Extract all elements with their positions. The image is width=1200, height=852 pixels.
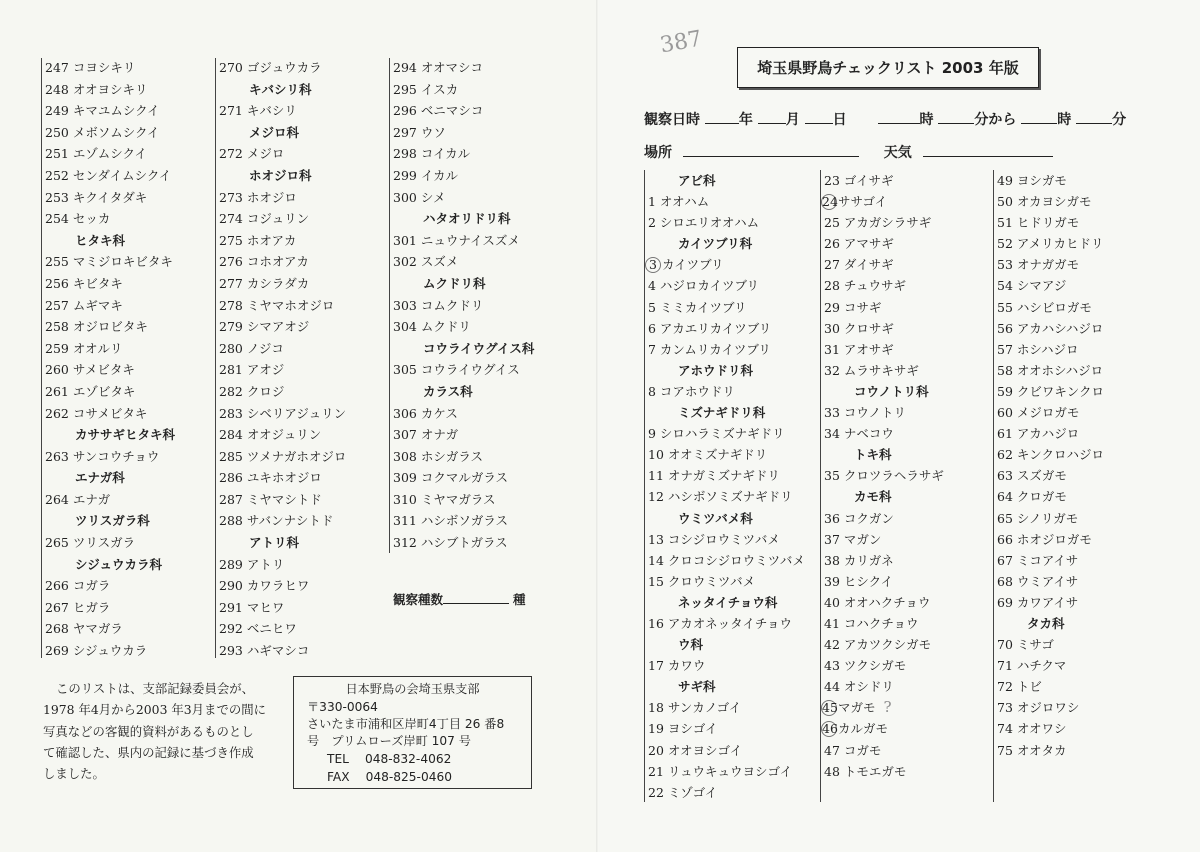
species-item: 266 コガラ	[45, 578, 111, 594]
column-divider	[993, 170, 994, 802]
species-item: 263 サンコウチョウ	[45, 448, 160, 464]
species-item: 289 アトリ	[219, 556, 285, 572]
species-item: 54 シマアジ	[997, 278, 1067, 294]
species-item: 312 ハシブトガラス	[393, 535, 508, 551]
pencil-question-mark: ?	[883, 698, 892, 717]
note-line: 1978 年4月から2003 年3月までの間に	[43, 702, 267, 718]
species-item: 292 ベニヒワ	[219, 621, 297, 637]
column-divider	[389, 58, 390, 553]
checklist-column-2	[824, 170, 992, 782]
species-item: 304 ムクドリ	[393, 319, 471, 335]
species-item: 67 ミコアイサ	[997, 552, 1079, 568]
species-item: 70 ミサゴ	[997, 637, 1054, 653]
species-item: 262 コサメビタキ	[45, 405, 148, 421]
family-heading: タカ科	[1027, 615, 1065, 631]
species-item: 27 ダイサギ	[824, 257, 894, 273]
month-label: 月	[785, 112, 800, 128]
species-column-1	[45, 57, 215, 662]
species-item: 284 オオジュリン	[219, 427, 322, 443]
species-item: 15 クロウミツバメ	[648, 573, 756, 589]
species-item: 277 カシラダカ	[219, 275, 310, 291]
family-heading: カモ科	[854, 489, 892, 505]
end-hour-field[interactable]	[1021, 109, 1057, 124]
species-item: 61 アカハジロ	[997, 426, 1080, 442]
species-item: 311 ハシボソガラス	[393, 513, 508, 529]
species-item: 69 カワアイサ	[997, 594, 1079, 610]
species-count-label: 観察種数	[393, 592, 444, 607]
species-item: 51 ヒドリガモ	[997, 215, 1080, 231]
species-item: 22 ミゾゴイ	[648, 784, 718, 800]
species-item: 5 ミミカイツブリ	[648, 299, 747, 315]
observation-label: 観察日時	[644, 112, 700, 128]
species-item: 48 トモエガモ	[824, 763, 907, 779]
species-item: 270 ゴジュウカラ	[219, 60, 322, 75]
family-heading: ヒタキ科	[75, 232, 126, 248]
species-item: 50 オカヨシガモ	[997, 194, 1092, 210]
species-item: 265 ツリスガラ	[45, 535, 136, 551]
weather-label: 天気	[883, 145, 912, 161]
species-item: 2 シロエリオオハム	[648, 215, 760, 231]
day-label: 日	[832, 112, 847, 128]
species-column-2	[219, 57, 389, 662]
family-heading: カラス科	[423, 383, 473, 399]
species-item: 17 カワウ	[648, 658, 706, 674]
species-item: 25 アカガシラサギ	[824, 215, 932, 231]
hour-field[interactable]	[878, 109, 920, 124]
species-item: 288 サバンナシトド	[219, 513, 334, 529]
species-item: 29 コサギ	[824, 299, 882, 315]
species-item: 16 アカオネッタイチョウ	[648, 615, 793, 631]
family-heading: ハタオリドリ科	[423, 211, 511, 227]
species-item: 66 ホオジロガモ	[997, 531, 1092, 547]
species-item: 37 マガン	[824, 531, 882, 547]
species-item: 295 イスカ	[393, 81, 459, 97]
species-item: 55 ハシビロガモ	[997, 299, 1092, 315]
organization-fax: FAX 048-825-0460	[327, 770, 452, 784]
species-item: 249 キマユムシクイ	[45, 103, 160, 119]
note-line: 写真などの客観的資料があるものとし	[43, 723, 254, 739]
family-heading: ミズナギドリ科	[678, 405, 766, 421]
species-count-unit: 種	[513, 592, 526, 607]
species-item: 21 リュウキュウヨシゴイ	[648, 763, 793, 779]
species-item: 298 コイカル	[393, 146, 471, 162]
family-heading: エナガ科	[75, 470, 125, 486]
observation-datetime	[644, 109, 1126, 129]
family-heading: カイツブリ科	[678, 236, 753, 252]
family-heading: アビ科	[678, 173, 716, 188]
species-item: 11 オナガミズナギドリ	[648, 468, 780, 484]
organization-postal: 〒330-0064	[307, 700, 378, 714]
end-minute-label: 分	[1112, 112, 1127, 128]
species-item: 278 ミヤマホオジロ	[219, 297, 335, 313]
species-item: 42 アカツクシガモ	[824, 637, 932, 653]
note-line: て確認した、県内の記録に基づき作成	[43, 744, 254, 760]
pencil-mark: 387	[658, 26, 704, 59]
species-item: 23 ゴイサギ	[824, 173, 894, 188]
checklist-column-1	[648, 170, 820, 803]
species-item: 39 ヒシクイ	[824, 573, 894, 589]
species-item: 34 ナベコウ	[824, 426, 894, 442]
species-item: 271 キバシリ	[219, 103, 297, 119]
checklist-title	[737, 47, 1039, 88]
family-heading: シジュウカラ科	[75, 556, 162, 572]
species-item: 261 エゾビタキ	[45, 383, 136, 399]
species-item: 285 ツメナガホオジロ	[219, 448, 347, 464]
species-item: 56 アカハシハジロ	[997, 320, 1104, 336]
species-count-field[interactable]	[443, 591, 509, 604]
species-item: 272 メジロ	[219, 146, 285, 162]
species-item: 19 ヨシゴイ	[648, 721, 718, 737]
species-item: 8 コアホウドリ	[648, 383, 735, 399]
species-item: 52 アメリカヒドリ	[997, 236, 1104, 252]
family-heading: ネッタイチョウ科	[678, 594, 778, 610]
checklist-column-3	[997, 170, 1167, 761]
species-item: 268 ヤマガラ	[45, 621, 123, 637]
year-label: 年	[738, 112, 753, 128]
species-item: 264 エナガ	[45, 491, 111, 507]
species-item: 305 コウライウグイス	[393, 362, 520, 378]
family-heading: コウノトリ科	[854, 383, 929, 399]
family-heading: キバシリ科	[249, 81, 312, 97]
species-item-checked	[824, 718, 992, 739]
species-item: 276 コホオアカ	[219, 254, 309, 270]
compilation-note	[43, 678, 283, 784]
species-item: 10 オオミズナギドリ	[648, 447, 768, 463]
species-item: 269 シジュウカラ	[45, 643, 148, 659]
species-item: 251 エゾムシクイ	[45, 146, 147, 162]
day-field[interactable]	[805, 109, 833, 124]
family-heading: ウミツバメ科	[678, 510, 753, 526]
species-item: 294 オオマシコ	[393, 60, 483, 75]
organization-tel: TEL 048-832-4062	[327, 752, 452, 766]
species-name: カイツブリ	[662, 257, 724, 273]
species-item: 57 ホシハジロ	[997, 341, 1079, 357]
species-item: 283 シベリアジュリン	[219, 405, 347, 421]
species-item: 273 ホオジロ	[219, 189, 297, 205]
check-circle[interactable]: 24	[822, 194, 838, 210]
species-item-checked	[824, 191, 992, 212]
species-count	[393, 590, 526, 608]
species-item: 257 ムギマキ	[45, 297, 123, 313]
species-item: 60 メジロガモ	[997, 405, 1080, 421]
species-item: 72 トビ	[997, 679, 1042, 695]
species-item: 73 オジロワシ	[997, 700, 1080, 716]
species-item: 293 ハギマシコ	[219, 643, 310, 659]
end-minute-field[interactable]	[1076, 109, 1112, 124]
species-item: 297 ウソ	[393, 124, 446, 140]
month-field[interactable]	[758, 109, 786, 124]
species-item: 253 キクイタダキ	[45, 189, 148, 205]
minute-field[interactable]	[938, 109, 974, 124]
species-item: 310 ミヤマガラス	[393, 491, 496, 507]
species-item: 41 コハクチョウ	[824, 615, 919, 631]
species-item: 256 キビタキ	[45, 275, 123, 291]
species-item: 40 オオハクチョウ	[824, 594, 931, 610]
family-heading: アホウドリ科	[678, 362, 754, 378]
species-item: 47 コガモ	[824, 742, 882, 758]
species-item: 63 スズガモ	[997, 468, 1067, 484]
species-item: 274 コジュリン	[219, 211, 310, 227]
species-item-checked	[824, 697, 992, 718]
species-item: 75 オオタカ	[997, 742, 1067, 758]
species-item: 282 クロジ	[219, 383, 285, 399]
species-item-checked	[648, 254, 820, 275]
species-item: 58 オオホシハジロ	[997, 362, 1104, 378]
hour-label: 時	[919, 112, 934, 128]
species-item: 248 オオヨシキリ	[45, 81, 148, 97]
species-item: 4 ハジロカイツブリ	[648, 278, 760, 294]
family-heading: トキ科	[854, 447, 892, 463]
species-item: 259 オオルリ	[45, 340, 123, 356]
species-item: 267 ヒガラ	[45, 599, 111, 615]
species-name: マガモ	[838, 700, 876, 716]
family-heading: メジロ科	[249, 124, 300, 140]
species-item: 260 サメビタキ	[45, 362, 135, 378]
checklist-title-text: 埼玉県野鳥チェックリスト 2003 年版	[757, 59, 1019, 77]
species-item: 301 ニュウナイスズメ	[393, 232, 520, 248]
species-item: 12 ハシボソミズナギドリ	[648, 489, 793, 505]
species-item: 299 イカル	[393, 167, 458, 183]
species-item: 291 マヒワ	[219, 599, 285, 615]
species-item: 65 シノリガモ	[997, 510, 1079, 526]
species-item: 33 コウノトリ	[824, 405, 907, 421]
species-item: 68 ウミアイサ	[997, 573, 1079, 589]
species-item: 14 クロコシジロウミツバメ	[648, 552, 805, 568]
species-item: 38 カリガネ	[824, 552, 894, 568]
species-item: 254 セッカ	[45, 211, 111, 227]
species-item: 31 アオサギ	[824, 341, 894, 357]
species-item: 275 ホオアカ	[219, 232, 297, 248]
species-item: 53 オナガガモ	[997, 257, 1080, 273]
species-item: 1 オオハム	[648, 194, 710, 210]
family-heading: ホオジロ科	[249, 167, 312, 183]
species-item: 302 スズメ	[393, 254, 459, 270]
organization-box	[293, 676, 532, 789]
species-item: 36 コクガン	[824, 510, 894, 526]
species-item: 49 ヨシガモ	[997, 173, 1067, 188]
species-name: ササゴイ	[838, 194, 888, 210]
species-item: 296 ベニマシコ	[393, 103, 484, 119]
species-item: 62 キンクロハジロ	[997, 447, 1105, 463]
species-item: 9 シロハラミズナギドリ	[648, 426, 785, 442]
species-item: 287 ミヤマシトド	[219, 491, 322, 507]
species-item: 35 クロツラヘラサギ	[824, 468, 944, 484]
family-heading: ウ科	[678, 637, 704, 653]
organization-name: 日本野鳥の会埼玉県支部	[345, 682, 480, 696]
place-field[interactable]	[683, 142, 859, 157]
family-heading: サギ科	[678, 679, 716, 695]
species-item: 280 ノジコ	[219, 340, 284, 356]
species-item: 247 コヨシキリ	[45, 60, 136, 75]
species-item: 300 シメ	[393, 189, 446, 205]
species-item: 59 クビワキンクロ	[997, 383, 1105, 399]
family-heading: カササギヒタキ科	[75, 427, 176, 443]
end-hour-label: 時	[1057, 112, 1072, 128]
species-item: 308 ホシガラス	[393, 448, 483, 464]
species-item: 30 クロサギ	[824, 320, 894, 336]
species-item: 28 チュウサギ	[824, 278, 907, 294]
species-item: 279 シマアオジ	[219, 319, 310, 335]
species-item: 18 サンカノゴイ	[648, 700, 742, 716]
year-field[interactable]	[705, 109, 739, 124]
species-item: 306 カケス	[393, 405, 458, 421]
species-item: 255 マミジロキビタキ	[45, 254, 173, 270]
species-name: カルガモ	[838, 721, 889, 737]
left-page	[0, 0, 598, 852]
note-line: しました。	[43, 766, 105, 782]
family-heading: コウライウグイス科	[423, 340, 535, 356]
species-item: 71 ハチクマ	[997, 658, 1067, 674]
minute-from-label: 分から	[974, 112, 1017, 128]
species-item: 307 オナガ	[393, 427, 459, 443]
species-item: 6 アカエリカイツブリ	[648, 320, 772, 336]
species-item: 303 コムクドリ	[393, 297, 484, 313]
place-weather	[644, 142, 1053, 162]
check-circle[interactable]: 46	[822, 721, 838, 737]
check-circle[interactable]: 3	[645, 257, 661, 273]
species-item: 13 コシジロウミツバメ	[648, 531, 780, 547]
species-item: 7 カンムリカイツブリ	[648, 341, 771, 357]
species-item: 64 クロガモ	[997, 489, 1067, 505]
weather-field[interactable]	[923, 142, 1053, 157]
column-divider	[215, 58, 216, 658]
organization-address-2: 号 プリムローズ岸町 107 号	[307, 734, 471, 748]
species-item: 258 オジロビタキ	[45, 319, 148, 335]
organization-address-1: さいたま市浦和区岸町4丁目 26 番8	[307, 717, 505, 731]
check-circle[interactable]: 45	[822, 700, 838, 716]
species-item: 26 アマサギ	[824, 236, 894, 252]
species-item: 286 ユキホオジロ	[219, 470, 322, 486]
family-heading: ツリスガラ科	[75, 513, 150, 529]
species-item: 74 オオワシ	[997, 721, 1067, 737]
species-item: 252 センダイムシクイ	[45, 167, 172, 183]
note-line: このリストは、支部記録委員会が、	[56, 681, 255, 696]
species-item: 32 ムラサキサギ	[824, 362, 919, 378]
species-item: 20 オオヨシゴイ	[648, 742, 743, 758]
family-heading: アトリ科	[249, 535, 300, 551]
species-item: 281 アオジ	[219, 362, 285, 378]
family-heading: ムクドリ科	[423, 275, 486, 291]
species-item: 43 ツクシガモ	[824, 658, 907, 674]
place-label: 場所	[644, 145, 672, 161]
column-divider	[41, 58, 42, 658]
species-item: 290 カワラヒワ	[219, 578, 310, 594]
species-item: 309 コクマルガラス	[393, 470, 508, 486]
species-item: 250 メボソムシクイ	[45, 124, 160, 140]
right-page	[600, 0, 1200, 852]
species-item: 44 オシドリ	[824, 679, 894, 695]
species-column-3	[393, 57, 563, 554]
